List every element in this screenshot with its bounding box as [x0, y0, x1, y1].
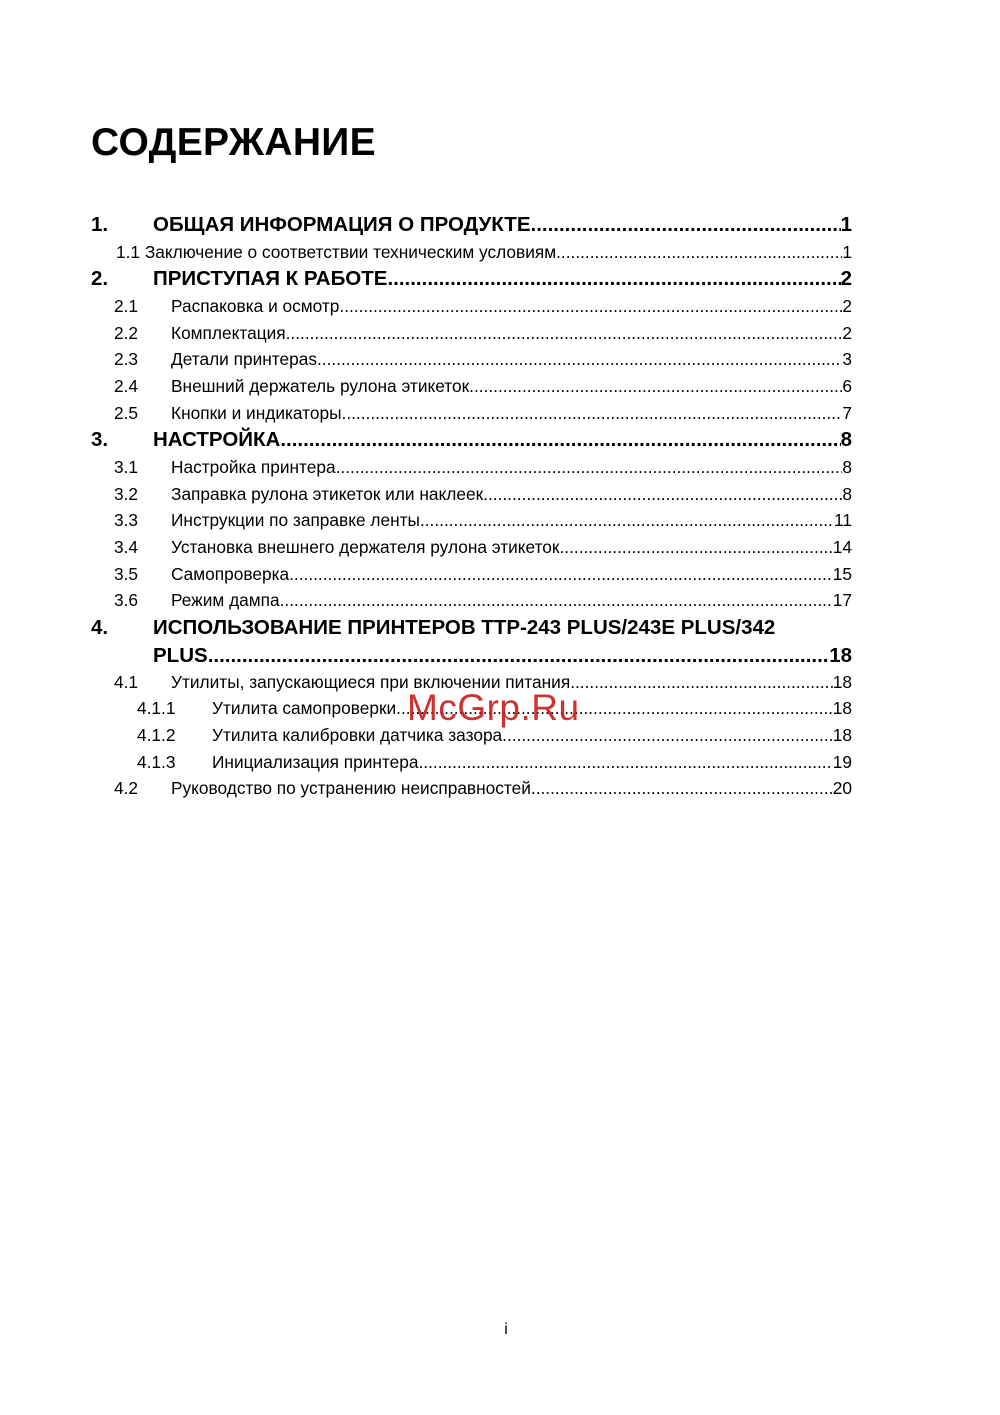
toc-title: Распаковка и осмотр [171, 296, 340, 316]
toc-title: Установка внешнего держателя рулона этикеток [171, 537, 560, 557]
toc-title: Инструкции по заправке ленты [171, 510, 420, 530]
toc-leader [556, 239, 842, 265]
toc-leader [280, 426, 840, 453]
toc-number: 1. [91, 213, 109, 236]
toc-number: 3.2 [114, 484, 139, 504]
toc-page: 2 [842, 323, 852, 343]
toc-leader [280, 587, 833, 613]
toc-number: 4.2 [114, 778, 139, 798]
toc-leader [531, 211, 841, 238]
toc-entry-4-1[interactable] [114, 669, 852, 695]
toc-leader [502, 722, 833, 748]
toc-number: 2.3 [114, 349, 139, 369]
toc-page: 8 [842, 484, 852, 504]
toc-page: 18 [832, 725, 852, 745]
toc-number: 2.4 [114, 376, 139, 396]
toc-page: 6 [842, 376, 852, 396]
toc-title: Настройка принтера [171, 457, 336, 477]
toc-entry-3-6[interactable] [114, 587, 852, 613]
toc-page: 1 [840, 213, 852, 236]
toc-page: 19 [832, 752, 852, 772]
toc-page: 18 [832, 698, 852, 718]
toc-entry-4[interactable] [91, 614, 775, 641]
toc-leader [531, 775, 833, 801]
toc-number: 2. [91, 267, 109, 290]
toc-page: 11 [834, 510, 852, 530]
toc-entry-3[interactable] [91, 426, 852, 453]
toc-title: Режим дампа [171, 590, 280, 610]
toc-entry-4-1-2[interactable] [137, 722, 852, 748]
toc-leader [488, 481, 842, 507]
toc-entry-2-3[interactable] [114, 346, 852, 372]
toc-title: Инициализация принтера [212, 752, 419, 772]
toc-title: Детали принтераs [171, 349, 317, 369]
toc-number: 4.1 [114, 672, 139, 692]
toc-entry-3-3[interactable] [114, 507, 852, 533]
toc-leader [469, 373, 842, 399]
toc-title: Внешний держатель рулона этикеток [171, 376, 470, 396]
watermark: McGrp.Ru [407, 687, 580, 728]
toc-number: 4.1.3 [137, 752, 176, 772]
toc-entry-3-1[interactable] [114, 454, 852, 480]
toc-entry-4-continued[interactable] [153, 642, 852, 669]
toc-number: 3.3 [114, 510, 139, 530]
toc-title: Руководство по устранению неисправностей [171, 778, 531, 798]
toc-page: 2 [842, 296, 852, 316]
toc-entry-3-4[interactable] [114, 534, 852, 560]
toc-page: 20 [832, 778, 852, 798]
toc-title: Утилита калибровки датчика зазора [212, 725, 503, 745]
toc-title: Самопроверка [171, 564, 290, 584]
toc-page: 18 [829, 644, 852, 667]
toc-leader [339, 293, 842, 319]
toc-page: 7 [842, 403, 852, 423]
toc-leader [387, 265, 840, 292]
toc-leader [289, 561, 833, 587]
toc-entry-1-1[interactable] [116, 239, 852, 265]
toc-title: Кнопки и индикаторы [171, 403, 342, 423]
toc-title: ОБЩАЯ ИНФОРМАЦИЯ О ПРОДУКТЕ [153, 213, 531, 236]
toc-number: 2.1 [114, 296, 139, 316]
toc-entry-2[interactable] [91, 265, 852, 292]
toc-page: 15 [832, 564, 852, 584]
page-number: i [504, 1321, 508, 1338]
toc-title: ИСПОЛЬЗОВАНИЕ ПРИНТЕРОВ TTP-243 PLUS/243E PLUS/342 [153, 616, 776, 639]
toc-title: Утилита самопроверки [212, 698, 397, 718]
toc-title: Комплектация [171, 323, 286, 343]
toc-leader [570, 669, 833, 695]
toc-leader [342, 400, 843, 426]
toc-page: 3 [842, 349, 852, 369]
toc-number: 3.4 [114, 537, 139, 557]
toc-entry-2-5[interactable] [114, 400, 852, 426]
toc-leader [418, 749, 832, 775]
toc-title: ПРИСТУПАЯ К РАБОТЕ [153, 267, 388, 290]
toc-title: Заправка рулона этикеток или наклеек. [171, 484, 488, 504]
toc-page: 18 [832, 672, 852, 692]
toc-entry-2-1[interactable] [114, 293, 852, 319]
toc-page: 1 [842, 242, 852, 262]
toc-entry-3-5[interactable] [114, 561, 852, 587]
toc-entry-2-4[interactable] [114, 373, 852, 399]
toc-entry-4-2[interactable] [114, 775, 852, 801]
toc-number: 2.5 [114, 403, 139, 423]
toc-entry-2-2[interactable] [114, 320, 852, 346]
toc-number: 3.5 [114, 564, 139, 584]
toc-leader [336, 454, 843, 480]
toc-entry-3-2[interactable] [114, 481, 852, 507]
toc-entry-4-1-1[interactable] [137, 695, 852, 721]
toc-number: 3.6 [114, 590, 139, 610]
toc-entry-1[interactable] [91, 211, 852, 238]
toc-leader [286, 320, 843, 346]
toc-number: 4. [91, 616, 109, 639]
toc-leader [559, 534, 832, 560]
toc-page: 8 [840, 428, 852, 451]
toc-title: 1.1 Заключение о соответствии техническим условиям [116, 242, 557, 262]
toc-title-continued: PLUS [153, 644, 208, 667]
toc-leader [317, 346, 842, 372]
toc-number: 4.1.2 [137, 725, 176, 745]
toc-title: Утилиты, запускающиеся при включении питания [171, 672, 571, 692]
toc-leader [396, 695, 833, 721]
toc-page: 14 [832, 537, 852, 557]
page-title: СОДЕРЖАНИЕ [91, 121, 376, 164]
toc-number: 3.1 [114, 457, 139, 477]
toc-number: 3. [91, 428, 109, 451]
toc-leader [420, 507, 834, 533]
toc-leader [208, 642, 830, 669]
toc-entry-4-1-3[interactable] [137, 749, 852, 775]
toc-page: 17 [832, 590, 852, 610]
toc-number: 4.1.1 [137, 698, 176, 718]
toc-number: 2.2 [114, 323, 139, 343]
toc-page: 2 [840, 267, 852, 290]
toc-title: НАСТРОЙКА [153, 428, 281, 451]
toc-page: 8 [842, 457, 852, 477]
